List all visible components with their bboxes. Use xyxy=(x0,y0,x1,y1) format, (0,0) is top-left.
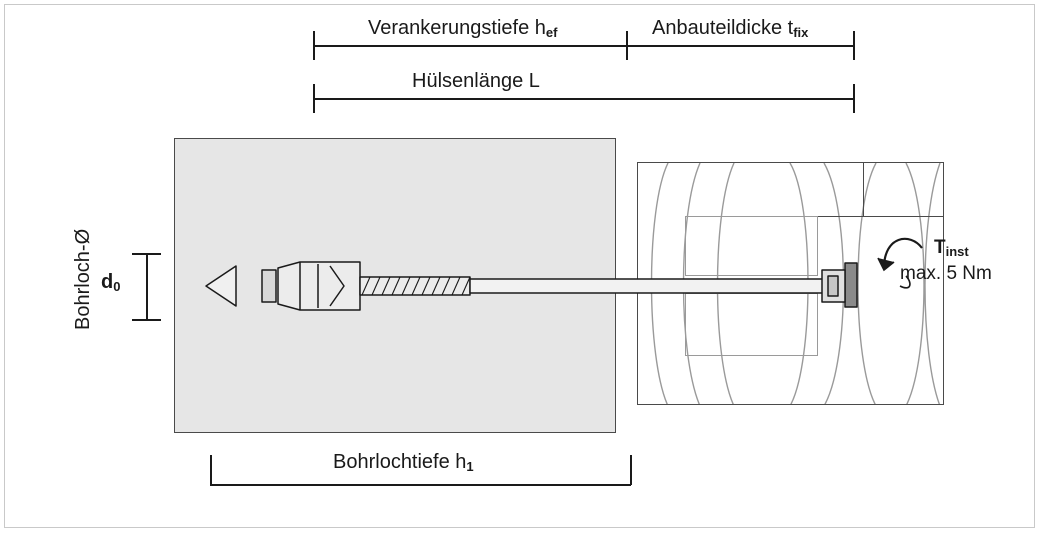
label-fixture-thickness-text: Anbauteildicke t xyxy=(652,17,794,39)
dimline-drill-diameter xyxy=(146,254,148,320)
label-fixture-thickness-sub: fix xyxy=(793,25,809,40)
tick-diameter-bottom xyxy=(132,319,161,321)
tick-depth-right xyxy=(630,455,632,485)
label-torque-symbol xyxy=(934,238,969,258)
label-anchorage-depth-text: Verankerungstiefe h xyxy=(368,17,546,39)
label-drill-hole-depth-sub: 1 xyxy=(466,459,474,474)
dimline-drill-hole-depth xyxy=(210,484,631,486)
label-sleeve-length-text: Hülsenlänge L xyxy=(412,70,540,92)
label-anchorage-depth-sub: ef xyxy=(545,25,558,40)
label-torque-symbol-text: T xyxy=(934,237,946,258)
label-drill-hole-diameter xyxy=(72,229,95,330)
drill-tip xyxy=(206,266,236,306)
label-drill-hole-depth-text: Bohrlochtiefe h xyxy=(333,451,467,473)
label-torque-value xyxy=(900,264,992,283)
label-drill-hole-depth xyxy=(333,452,474,473)
tick-diameter-top xyxy=(132,253,161,255)
label-d0-symbol: d xyxy=(101,271,114,293)
label-torque-symbol-sub: inst xyxy=(945,244,969,259)
label-torque-value-text: max. 5 Nm xyxy=(900,263,992,284)
tick-depth-left xyxy=(210,455,212,485)
label-d0 xyxy=(101,272,120,293)
label-d0-sub: 0 xyxy=(113,279,121,294)
label-drill-hole-diameter-text: Bohrloch-Ø xyxy=(72,228,94,330)
